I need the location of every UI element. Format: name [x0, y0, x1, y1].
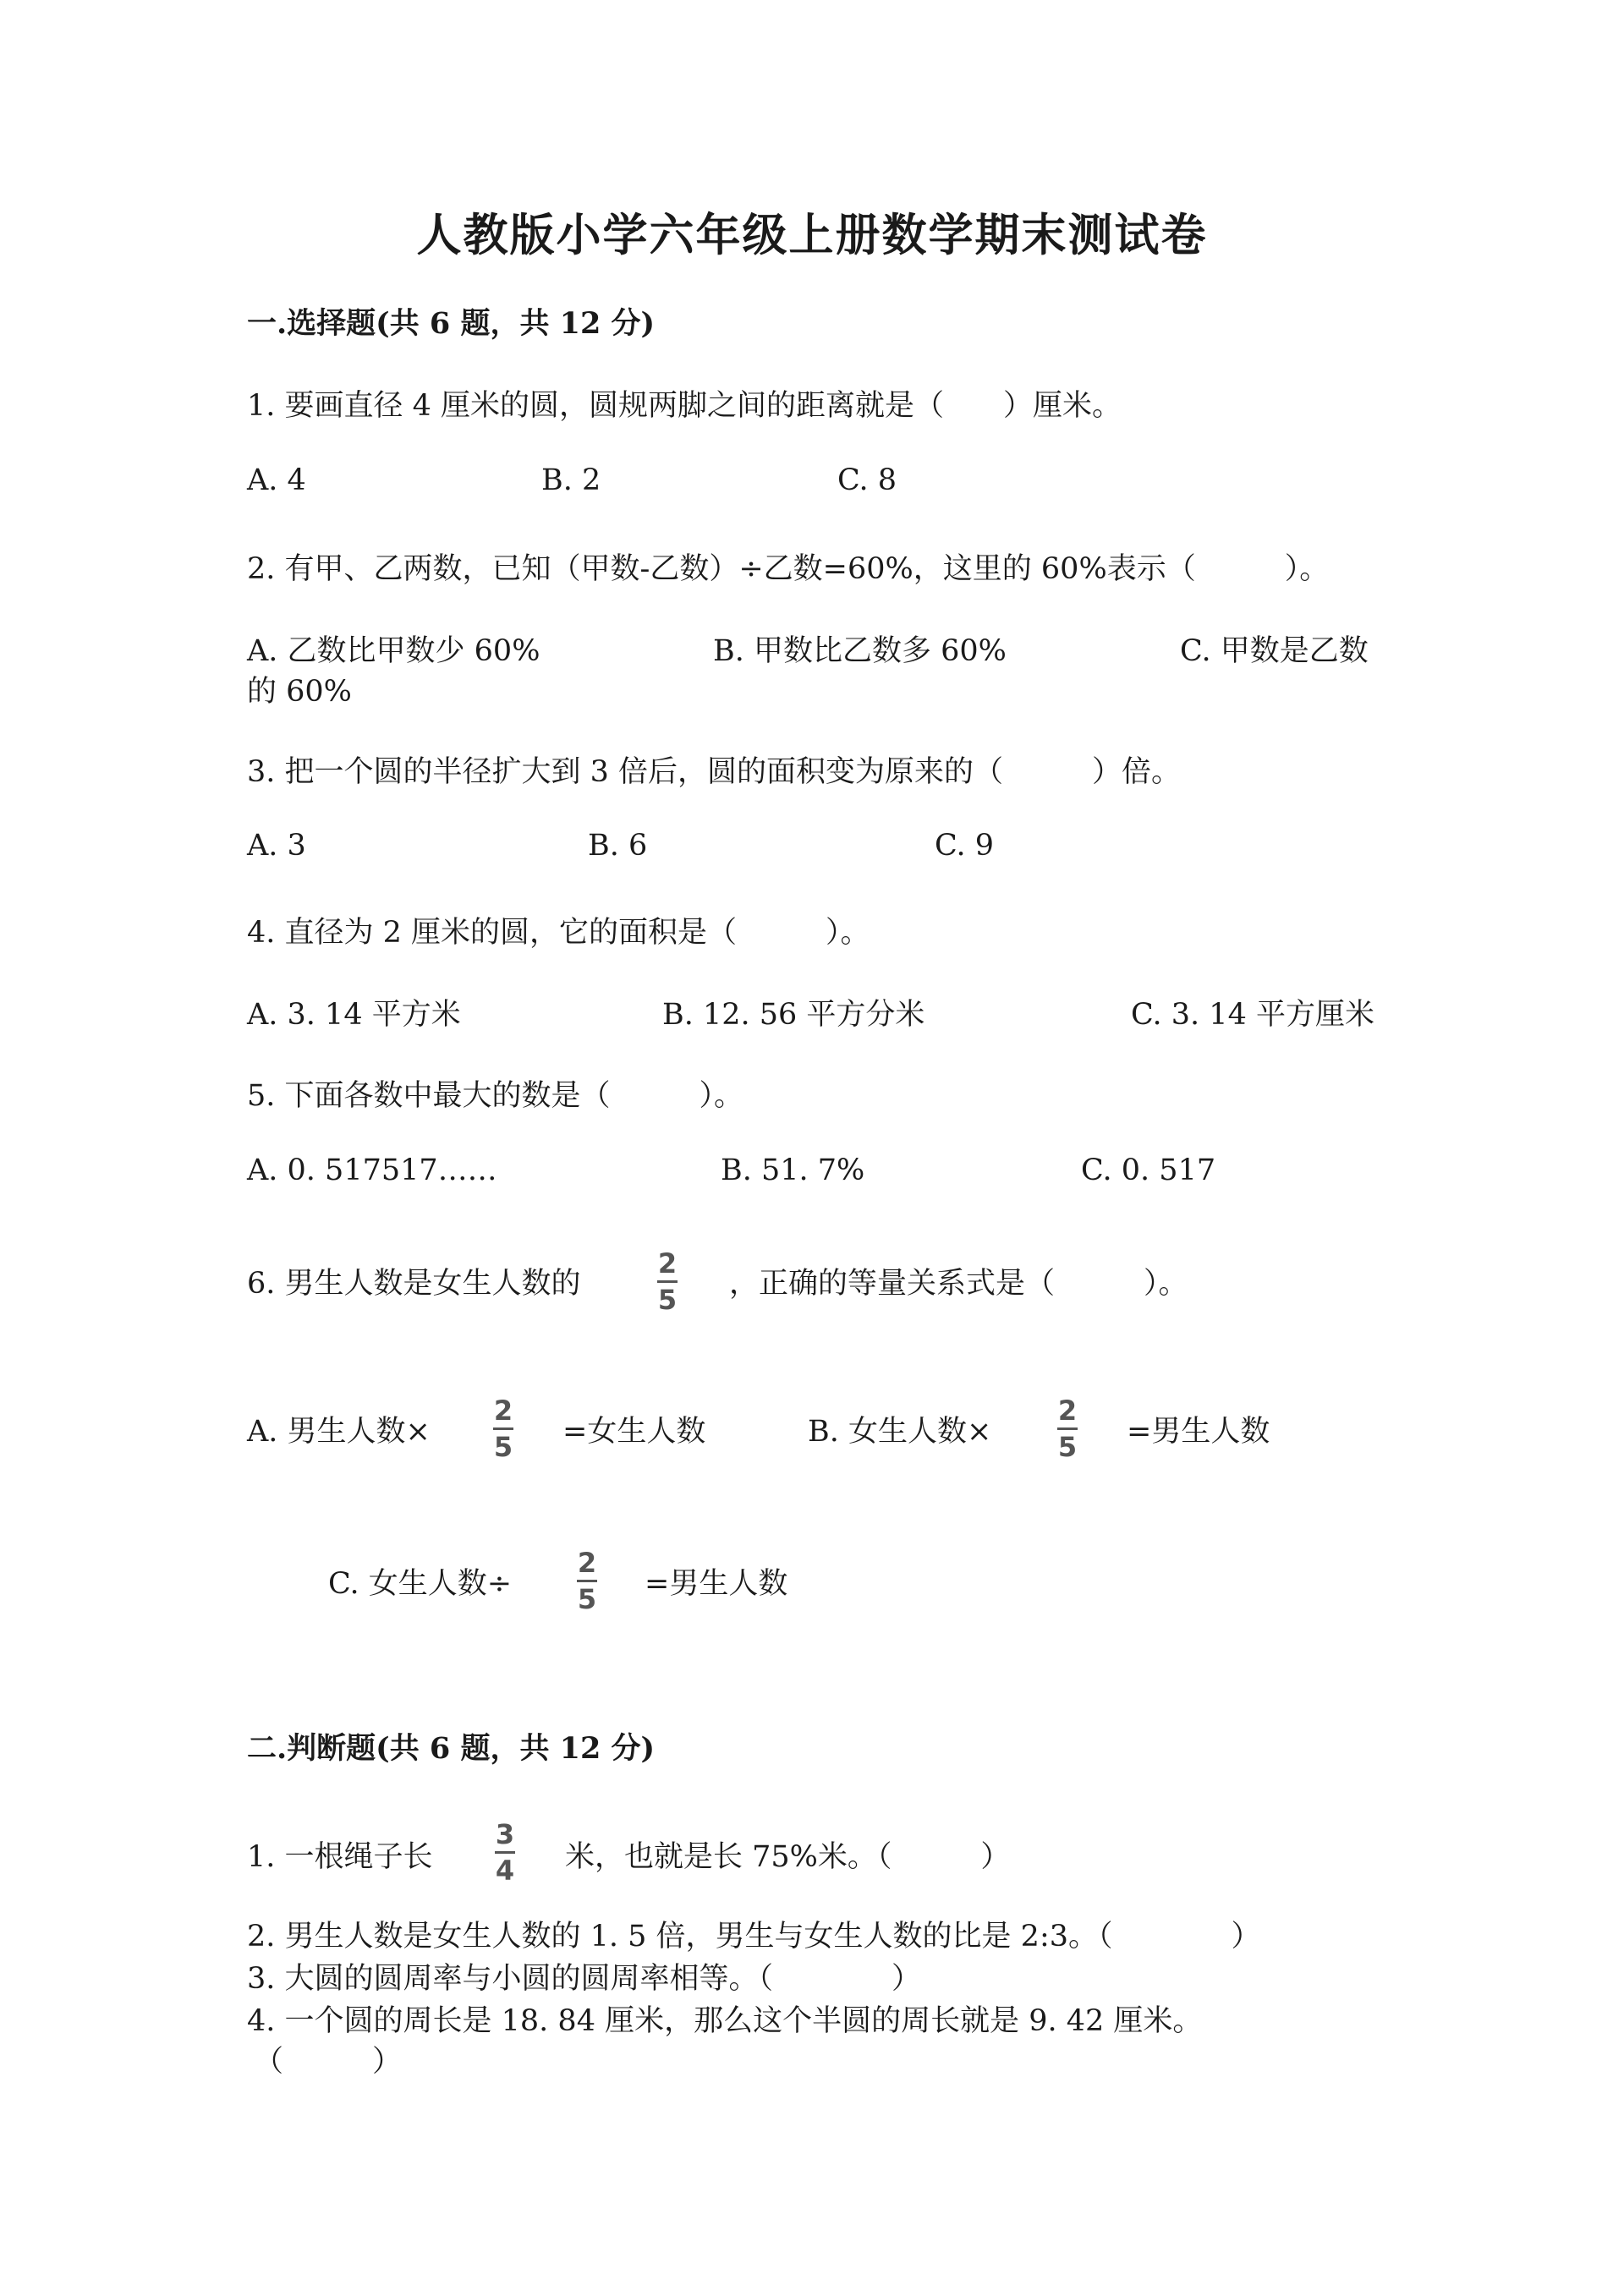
question-2-option-c: C. 甲数是乙数	[1180, 634, 1369, 668]
fraction-bar	[577, 1580, 597, 1582]
section-heading-judgment: 二.判断题(共 6 题，共 12 分)	[247, 1731, 656, 1766]
question-4-option-c: C. 3. 14 平方厘米	[1131, 998, 1374, 1032]
question-5-option-b: B. 51. 7%	[721, 1153, 865, 1187]
question-2-option-c-continued: 的 60%	[247, 675, 352, 709]
question-1-option-c: C. 8	[837, 463, 897, 497]
question-6-fraction	[657, 1247, 678, 1316]
question-6-option-b-pre: B. 女生人数×	[808, 1415, 992, 1449]
question-6-option-c-pre: C. 女生人数÷	[328, 1567, 513, 1601]
question-6-option-c-post: =男生人数	[645, 1567, 788, 1601]
fraction-numerator: 2	[577, 1547, 597, 1579]
question-2-option-a: A. 乙数比甲数少 60%	[247, 634, 540, 668]
page-title: 人教版小学六年级上册数学期末测试卷	[416, 209, 1208, 261]
question-6-option-c-fraction	[577, 1549, 597, 1613]
question-4-text: 4. 直径为 2 厘米的圆，它的面积是（ ）。	[247, 916, 870, 950]
question-6-option-a-fraction	[493, 1395, 513, 1463]
question-3-option-a: A. 3	[247, 829, 306, 863]
fraction-denominator: 5	[493, 1431, 513, 1463]
fraction-numerator: 3	[495, 1818, 515, 1850]
question-5-option-a: A. 0. 517517……	[247, 1153, 497, 1187]
fraction-bar	[493, 1427, 513, 1430]
question-6-text-pre: 6. 男生人数是女生人数的	[247, 1267, 581, 1301]
section-heading-choice: 一.选择题(共 6 题，共 12 分)	[247, 306, 656, 341]
fraction-numerator: 2	[1057, 1395, 1078, 1427]
fraction-numerator: 2	[657, 1247, 678, 1280]
question-3-option-c: C. 9	[935, 829, 995, 863]
question-5-option-c: C. 0. 517	[1081, 1153, 1216, 1187]
judgment-1-text-pre: 1. 一根绳子长	[247, 1840, 433, 1874]
question-1-option-b: B. 2	[541, 463, 601, 497]
question-1-option-a: A. 4	[247, 463, 306, 497]
fraction-denominator: 5	[657, 1284, 678, 1316]
question-6-option-b-fraction	[1057, 1395, 1078, 1463]
question-3-option-b: B. 6	[588, 829, 648, 863]
fraction-denominator: 4	[495, 1855, 515, 1887]
fraction-bar	[657, 1280, 678, 1283]
fraction-denominator: 5	[1057, 1431, 1078, 1463]
question-5-text: 5. 下面各数中最大的数是（ ）。	[247, 1079, 744, 1113]
judgment-4-text: 4. 一个圆的周长是 18. 84 厘米，那么这个半圆的周长就是 9. 42 厘米。	[247, 2004, 1203, 2038]
fraction-bar	[1057, 1427, 1078, 1430]
fraction-numerator: 2	[493, 1395, 513, 1427]
question-2-option-b: B. 甲数比乙数多 60%	[713, 634, 1007, 668]
fraction-bar	[495, 1851, 515, 1854]
judgment-1-fraction	[495, 1818, 515, 1887]
question-4-option-b: B. 12. 56 平方分米	[662, 998, 925, 1032]
question-4-option-a: A. 3. 14 平方米	[247, 998, 461, 1032]
question-6-option-a-pre: A. 男生人数×	[247, 1415, 431, 1449]
fraction-denominator: 5	[577, 1583, 597, 1615]
question-6-option-b-post: =男生人数	[1127, 1415, 1270, 1449]
judgment-2-text: 2. 男生人数是女生人数的 1. 5 倍，男生与女生人数的比是 2:3。（ ）	[247, 1920, 1261, 1954]
judgment-4-blank: （ ）	[254, 2045, 403, 2079]
question-2-text: 2. 有甲、乙两数，已知（甲数-乙数）÷乙数=60%，这里的 60%表示（ ）。	[247, 552, 1330, 586]
question-6-option-a-post: =女生人数	[562, 1415, 706, 1449]
judgment-1-text-post: 米，也就是长 75%米。（ ）	[565, 1840, 1011, 1874]
question-1-text: 1. 要画直径 4 厘米的圆，圆规两脚之间的距离就是（ ）厘米。	[247, 389, 1122, 423]
question-3-text: 3. 把一个圆的半径扩大到 3 倍后，圆的面积变为原来的（ ）倍。	[247, 755, 1182, 789]
judgment-3-text: 3. 大圆的圆周率与小圆的圆周率相等。（ ）	[247, 1962, 922, 1996]
question-6-text-post: ，正确的等量关系式是（ ）。	[729, 1267, 1188, 1301]
